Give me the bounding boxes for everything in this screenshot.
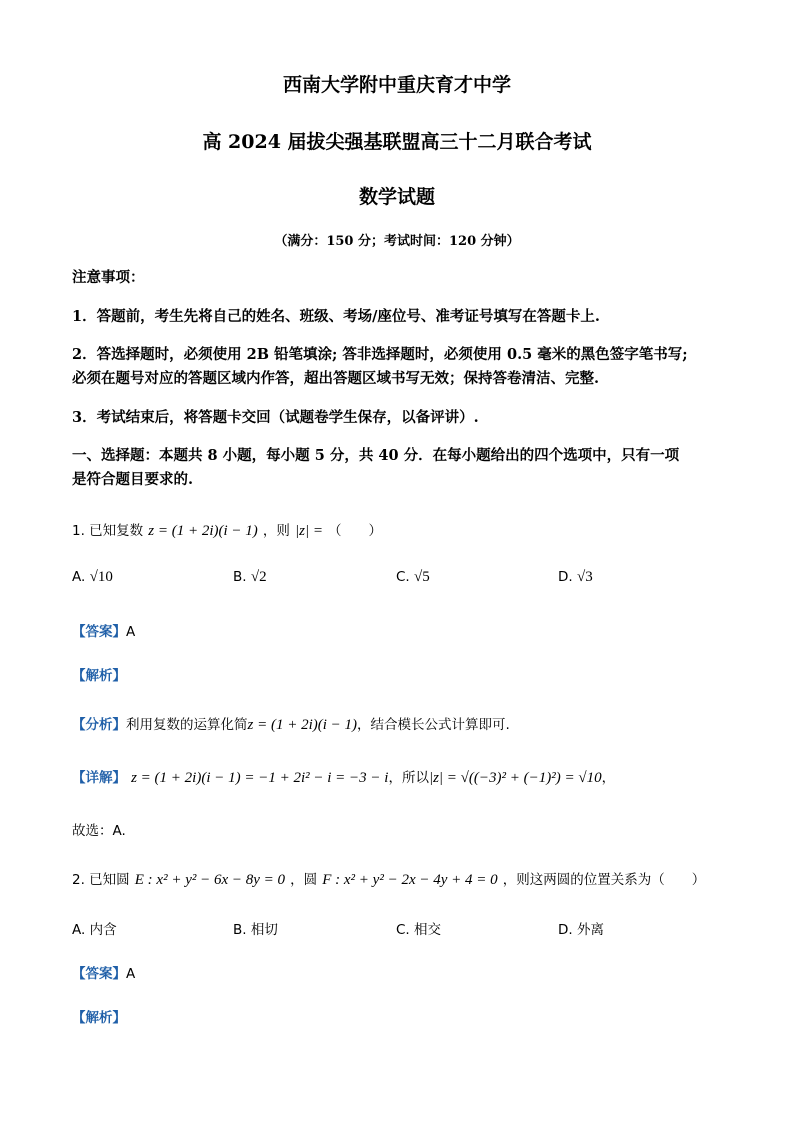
q1-option-b: B. √2 xyxy=(233,569,267,585)
question-1 xyxy=(72,519,382,540)
school-title: 西南大学附中重庆育才中学 xyxy=(282,74,511,96)
q1-prefix: 1. 已知复数 xyxy=(72,523,144,539)
q1-abs: |z| = xyxy=(294,523,323,539)
q1-option-d: D. √3 xyxy=(558,569,593,585)
q1-option-a: A. √10 xyxy=(72,569,113,585)
q1-option-c: C. √5 xyxy=(396,569,430,585)
notice-item-1: 1．答题前，考生先将自己的姓名、班级、考场/座位号、准考证号填写在答题卡上. xyxy=(72,308,600,325)
q1-fenxi: 【分析】利用复数的运算化简z = (1 + 2i)(i − 1)，结合模长公式计算即可. xyxy=(72,717,510,733)
q2-jiexi-tag: 【解析】 xyxy=(72,1010,126,1026)
circle-e-equation: E : x² + y² − 6x − 8y = 0 xyxy=(134,872,286,888)
notice-item-2: 2．答选择题时，必须使用 2B 铅笔填涂; 答非选择题时，必须使用 0.5 毫米的黑色签字笔书写; xyxy=(72,346,688,363)
answer-value: A xyxy=(126,624,136,640)
notice-item-3: 3．考试结束后，将答题卡交回（试题卷学生保存，以备评讲）. xyxy=(72,409,479,426)
section1-line1: 一、选择题：本题共 8 小题，每小题 5 分，共 40 分．在每小题给出的四个选项中，只有一项 xyxy=(72,447,680,464)
notice-heading: 注意事项： xyxy=(72,269,145,286)
q1-expr: z = (1 + 2i)(i − 1) xyxy=(148,523,258,539)
q2-answer: 【答案】A xyxy=(72,966,136,982)
circle-f-equation: F : x² + y² − 2x − 4y + 4 = 0 xyxy=(322,872,498,888)
q1-blank: （ ） xyxy=(328,523,383,539)
q2-option-a: A. 内含 xyxy=(72,922,117,938)
q1-jiexi-tag: 【解析】 xyxy=(72,668,126,684)
q1-answer xyxy=(72,620,135,640)
q1-xiangjie: 【详解】 z = (1 + 2i)(i − 1) = −1 + 2i² − i = −3 − i，所以|z| = √((−3)² + (−1)²) = √10， xyxy=(72,770,616,786)
exam-meta: （满分：150 分；考试时间：120 分钟） xyxy=(274,234,520,249)
q2-option-c: C. 相交 xyxy=(396,922,442,938)
q1-guxuan: 故选：A. xyxy=(72,823,126,839)
question-2: 2. 已知圆 E : x² + y² − 6x − 8y = 0 ，圆 F : x² + y² − 2x − 4y + 4 = 0 ，则这两圆的位置关系为（ ） xyxy=(72,872,706,888)
subject-title: 数学试题 xyxy=(358,186,435,208)
q1-mid: ，则 xyxy=(262,523,290,539)
exam-title: 高 2024 届拔尖强基联盟高三十二月联合考试 xyxy=(202,131,592,153)
answer-tag: 【答案】 xyxy=(72,624,126,640)
q2-option-b: B. 相切 xyxy=(233,922,278,938)
notice-item-2-cont: 必须在题号对应的答题区域内作答，超出答题区域书写无效；保持答卷清洁、完整. xyxy=(72,370,600,387)
q2-option-d: D. 外离 xyxy=(558,922,604,938)
section1-line2: 是符合题目要求的. xyxy=(72,471,194,488)
